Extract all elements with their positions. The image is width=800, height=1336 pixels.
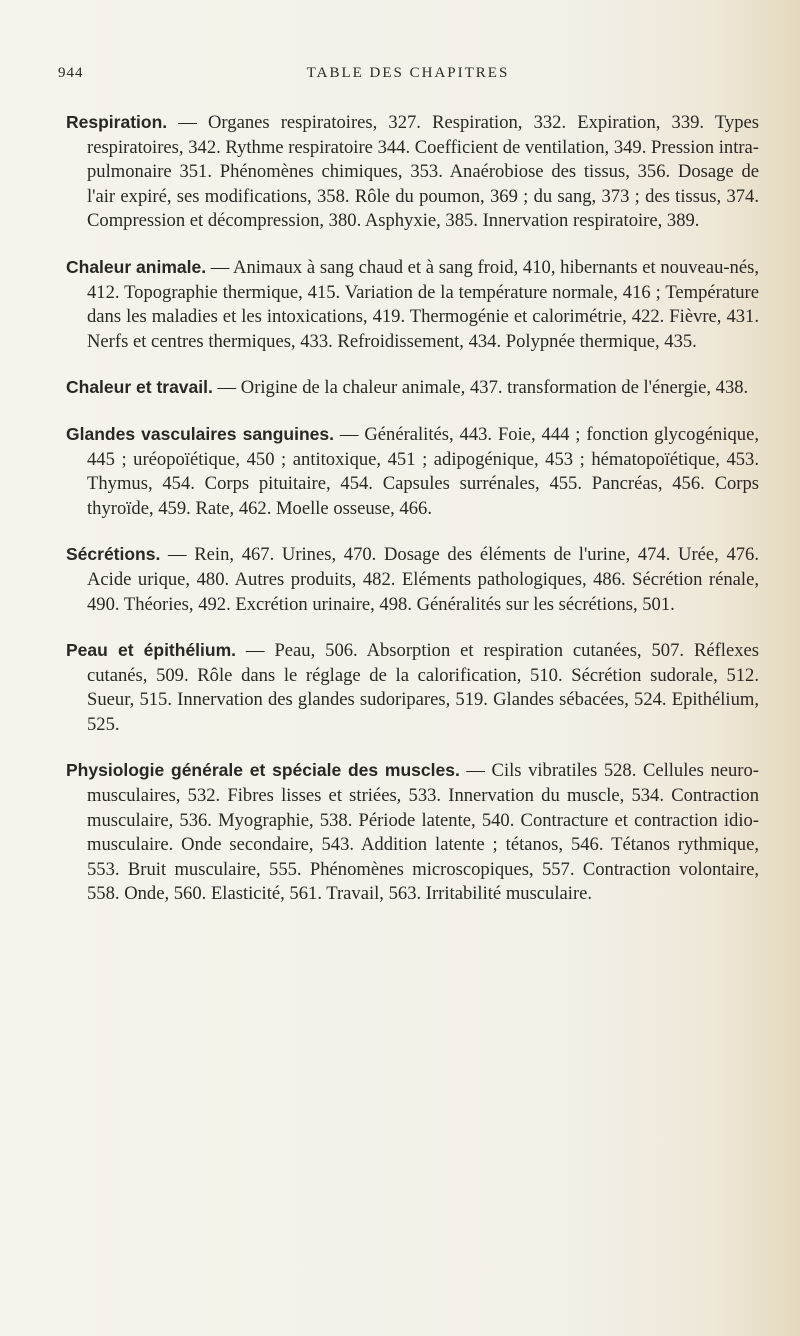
entry-heading: Respiration.: [66, 112, 168, 132]
toc-entry-glandes-vasculaires: [66, 422, 759, 521]
toc-entry-respiration: [66, 110, 759, 234]
entry-heading: Physiologie générale et spéciale des muscles.: [66, 760, 460, 781]
toc-entry-secretions: [66, 542, 759, 617]
running-title: TABLE DES CHAPITRES: [306, 65, 510, 81]
toc-entry-chaleur-et-travail: [66, 375, 759, 401]
entry-text: — Animaux à sang chaud et à sang froid, 410, hibernants et nouveau-nés, 412. Topographie thermique, 415. Variation de la température normale, 416 ; Température dans les maladies et les intoxications, 419. Thermogénie et calorimétrie, 422. Fièvre, 431. Nerfs et centres thermiques, 433. Refroidissement, 434. Polypnée thermique, 435.: [87, 256, 759, 352]
entry-heading: Peau et épithélium.: [66, 640, 237, 661]
entry-text: — Cils vibratiles 528. Cellules neuro-musculaires, 532. Fibres lisses et striées, 533. Innervation du muscle, 534. Contraction musculaire, 536. Myographie, 538. Période latente, 540. Contracture et contraction idio-musculaire. Onde secondaire, 543. Addition latente ; tétanos, 546. Tétanos rythmique, 553. Bruit musculaire, 555. Phénomènes microscopiques, 557. Contraction volontaire, 558. Onde, 560. Elasticité, 561. Travail, 563. Irritabilité musculaire.: [87, 760, 759, 905]
entry-heading: Chaleur et travail.: [66, 377, 213, 398]
entry-text: — Peau, 506. Absorption et respiration cutanées, 507. Réflexes cutanés, 509. Rôle dans le réglage de la calorification, 510. Sécrétion sudorale, 512. Sueur, 515. Innervation des glandes sudoripares, 519. Glandes sébacées, 524. Epithélium, 525.: [87, 640, 759, 735]
entry-heading: Chaleur animale.: [66, 256, 207, 277]
toc-entry-chaleur-animale: [66, 255, 759, 354]
entry-text: — Généralités, 443. Foie, 444 ; fonction glycogénique, 445 ; uréopoïétique, 450 ; antitoxique, 451 ; adipogénique, 453 ; hématopoïétique, 453. Thymus, 454. Corps pituitaire, 454. Capsules surrénales, 455. Pancréas, 456. Corps thyroïde, 459. Rate, 462. Moelle osseuse, 466.: [87, 423, 759, 519]
entry-text: — Origine de la chaleur animale, 437. transformation de l'énergie, 438.: [212, 377, 749, 399]
toc-entry-physiologie-muscles: [66, 758, 759, 907]
toc-entry-peau-et-epithelium: [66, 638, 759, 737]
page-header: [58, 65, 758, 93]
entry-heading: Glandes vasculaires sanguines.: [66, 423, 334, 444]
entry-heading: Sécrétions.: [66, 544, 161, 565]
entry-text: — Organes respiratoires, 327. Respiration, 332. Expiration, 339. Types respiratoires, 342. Rythme respiratoire 344. Coefficient de ventilation, 349. Pression intra-pulmonaire 351. Phénomènes chimiques, 353. Anaérobiose des tissus, 356. Dosage de l'air expiré, ses modifications, 358. Rôle du poumon, 369 ; du sang, 373 ; des tissus, 374. Compression et décompression, 380. Asphyxie, 385. Innervation respiratoire, 389.: [87, 112, 759, 232]
table-of-contents: [66, 110, 759, 928]
entry-text: — Rein, 467. Urines, 470. Dosage des éléments de l'urine, 474. Urée, 476. Acide urique, 480. Autres produits, 482. Eléments pathologiques, 486. Sécrétion rénale, 490. Théories, 492. Excrétion urinaire, 498. Généralités sur les sécrétions, 501.: [87, 544, 759, 615]
page-number: 944: [58, 65, 84, 81]
